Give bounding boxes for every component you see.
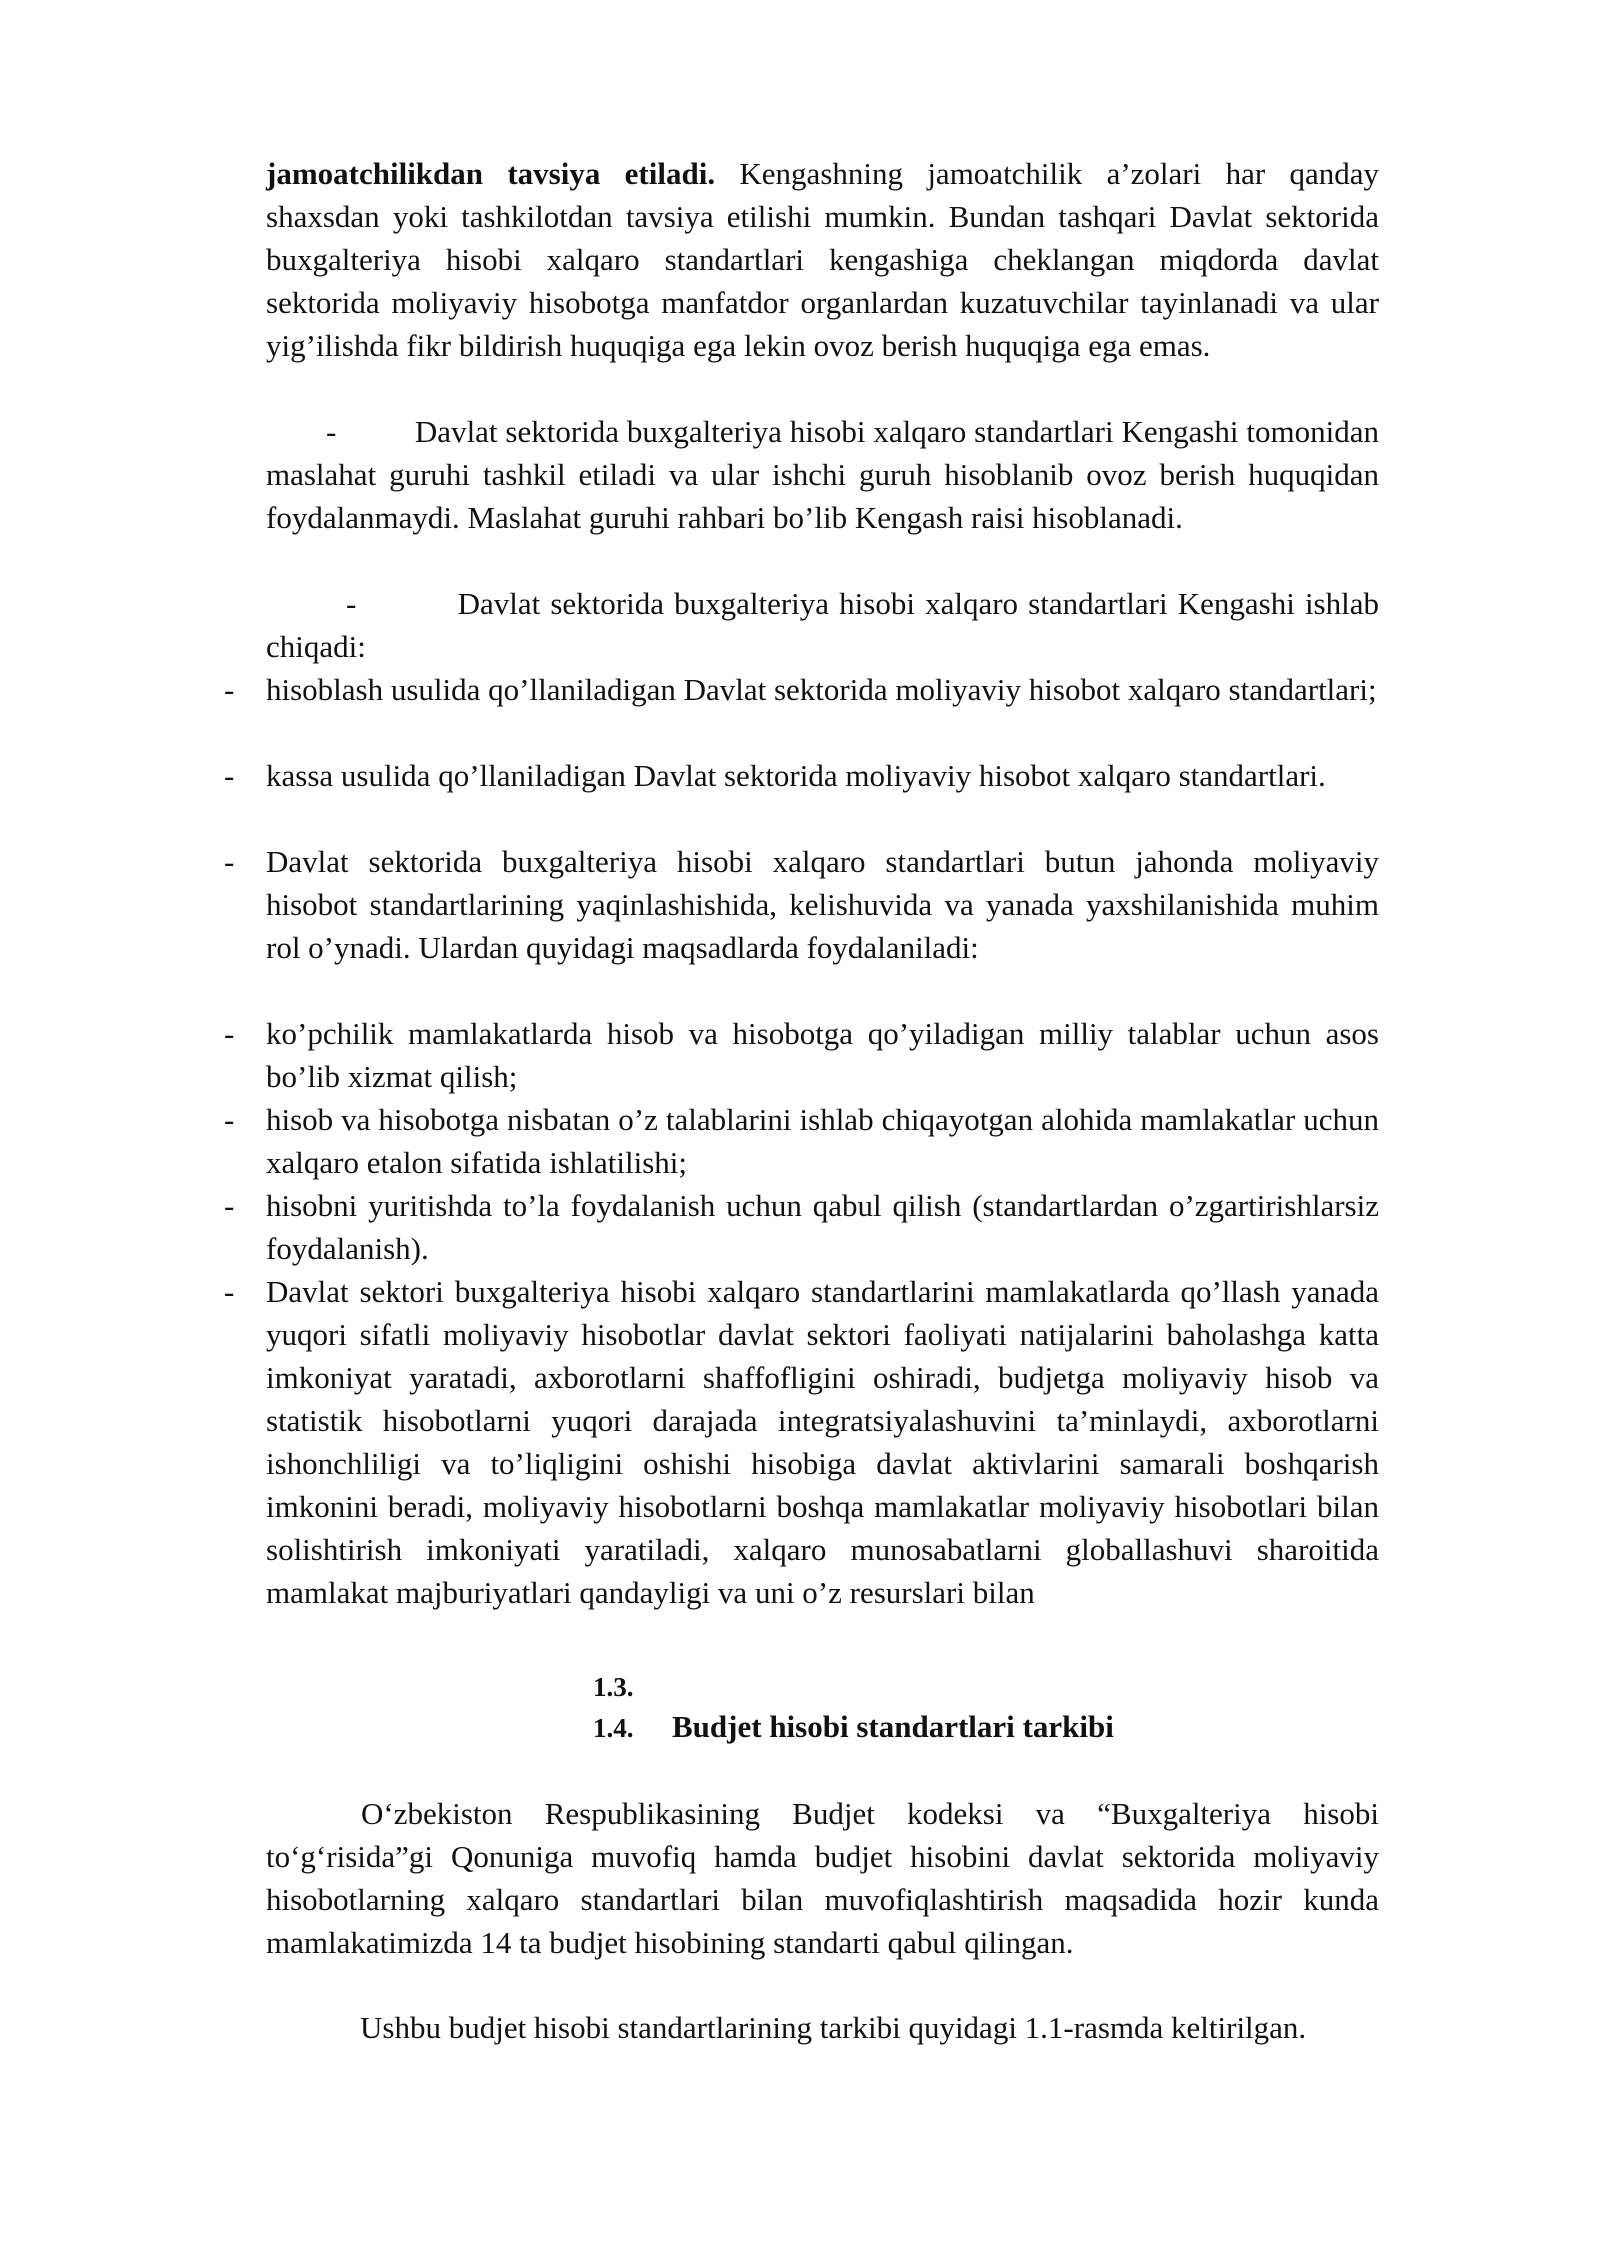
paragraph-advisory-group: - Davlat sektorida buxgalteriya hisobi xalqaro standartlari Kengashi tomonidan maslahat guruhi tashkil etiladi va ular ishchi guruh hisoblanib ovoz berish huquqidan foydalanmaydi. Maslahat guruhi rahbari bo’lib Kengash raisi hisoblanadi. bbox=[266, 414, 1387, 535]
list-item: ko’pchilik mamlakatlarda hisob va hisobotga qo’yiladigan milliy talablar uchun asos bo’lib xizmat qilish; bbox=[266, 1016, 1379, 1094]
bullet-dash: - bbox=[224, 1102, 235, 1137]
paragraph-council-members bbox=[266, 152, 1379, 367]
list-item: Davlat sektori buxgalteriya hisobi xalqaro standartlarini mamlakatlarda qo’llash yanada yuqori sifatli moliyaviy hisobotlar davlat sektori faoliyati natijalarini baholashga katta imkoniyat yaratadi, axborotlarni shaffofligini oshiradi, budjetga moliyaviy hisob va statistik hisobotlarni yuqori darajada integratsiyalashuvini ta’minlaydi, axborotlarni ishonchliligi va to’liqligini oshishi hisobiga davlat aktivlarini samarali boshqarish imkonini beradi, moliyaviy hisobotlarni boshqa mamlakatlar moliyaviy hisobotlari bilan solishtirish imkoniyati yaratiladi, xalqaro munosabatlarni globallashuvi sharoitida mamlakat majburiyatlari qandayligi va uni o’z resurslari bilan bbox=[266, 1274, 1379, 1610]
list-item: hisoblash usulida qo’llaniladigan Davlat sektorida moliyaviy hisobot xalqaro standartlari; bbox=[266, 672, 1377, 707]
list-item: Davlat sektorida buxgalteriya hisobi xalqaro standartlari butun jahonda moliyaviy hisobot standartlarining yaqinlashishida, kelishuvida va yanada yaxshilanishida muhim rol o’ynadi. Ulardan quyidagi maqsadlarda foydalaniladi: bbox=[266, 844, 1379, 965]
section-heading: Budjet hisobi standartlari tarkibi bbox=[672, 1709, 1114, 1744]
paragraph-council-develops: - Davlat sektorida buxgalteriya hisobi xalqaro standartlari Kengashi ishlab chiqadi: bbox=[266, 586, 1387, 664]
paragraph-text: Kengashning jamoatchilik a’zolari har qanday shaxsdan yoki tashkilotdan tavsiya etilishi mumkin. Bundan tashqari Davlat sektorida buxgalteriya hisobi xalqaro standartlari kengashiga cheklangan miqdorda davlat sektorida moliyaviy hisobotga manfatdor organlardan kuzatuvchilar tayinlanadi va ular yig’ilishda fikr bildirish huquqiga ega lekin ovoz berish huquqiga ega emas. bbox=[266, 156, 1379, 363]
list-item: hisob va hisobotga nisbatan o’z talablarini ishlab chiqayotgan alohida mamlakatlar uchun xalqaro etalon sifatida ishlatilishi; bbox=[266, 1102, 1379, 1180]
bullet-dash: - bbox=[224, 844, 235, 879]
section-number: 1.3. bbox=[593, 1672, 634, 1702]
bullet-dash: - bbox=[224, 1274, 235, 1309]
bullet-dash: - bbox=[224, 1016, 235, 1051]
list-item: hisobni yuritishda to’la foydalanish uchun qabul qilish (standartlardan o’zgartirishlarsiz foydalanish). bbox=[266, 1188, 1379, 1266]
section-number: 1.4. bbox=[593, 1713, 634, 1743]
bullet-dash: - bbox=[224, 1188, 235, 1223]
list-item: kassa usulida qo’llaniladigan Davlat sektorida moliyaviy hisobot xalqaro standartlari. bbox=[266, 758, 1326, 793]
bullet-dash: - bbox=[224, 672, 235, 707]
bullet-dash: - bbox=[224, 758, 235, 793]
bold-lead-text: jamoatchilikdan tavsiya etiladi. bbox=[266, 156, 716, 191]
paragraph-figure-reference: Ushbu budjet hisobi standartlarining tarkibi quyidagi 1.1-rasmda keltirilgan. bbox=[360, 2010, 1307, 2045]
paragraph-budget-code: O‘zbekiston Respublikasining Budjet kodeksi va “Buxgalteriya hisobi to‘g‘risida”gi Qonuniga muvofiq hamda budjet hisobini davlat sektorida moliyaviy hisobotlarning xalqaro standartlari bilan muvofiqlashtirish maqsadida hozir kunda mamlakatimizda 14 ta budjet hisobining standarti qabul qilingan. bbox=[266, 1796, 1379, 1960]
